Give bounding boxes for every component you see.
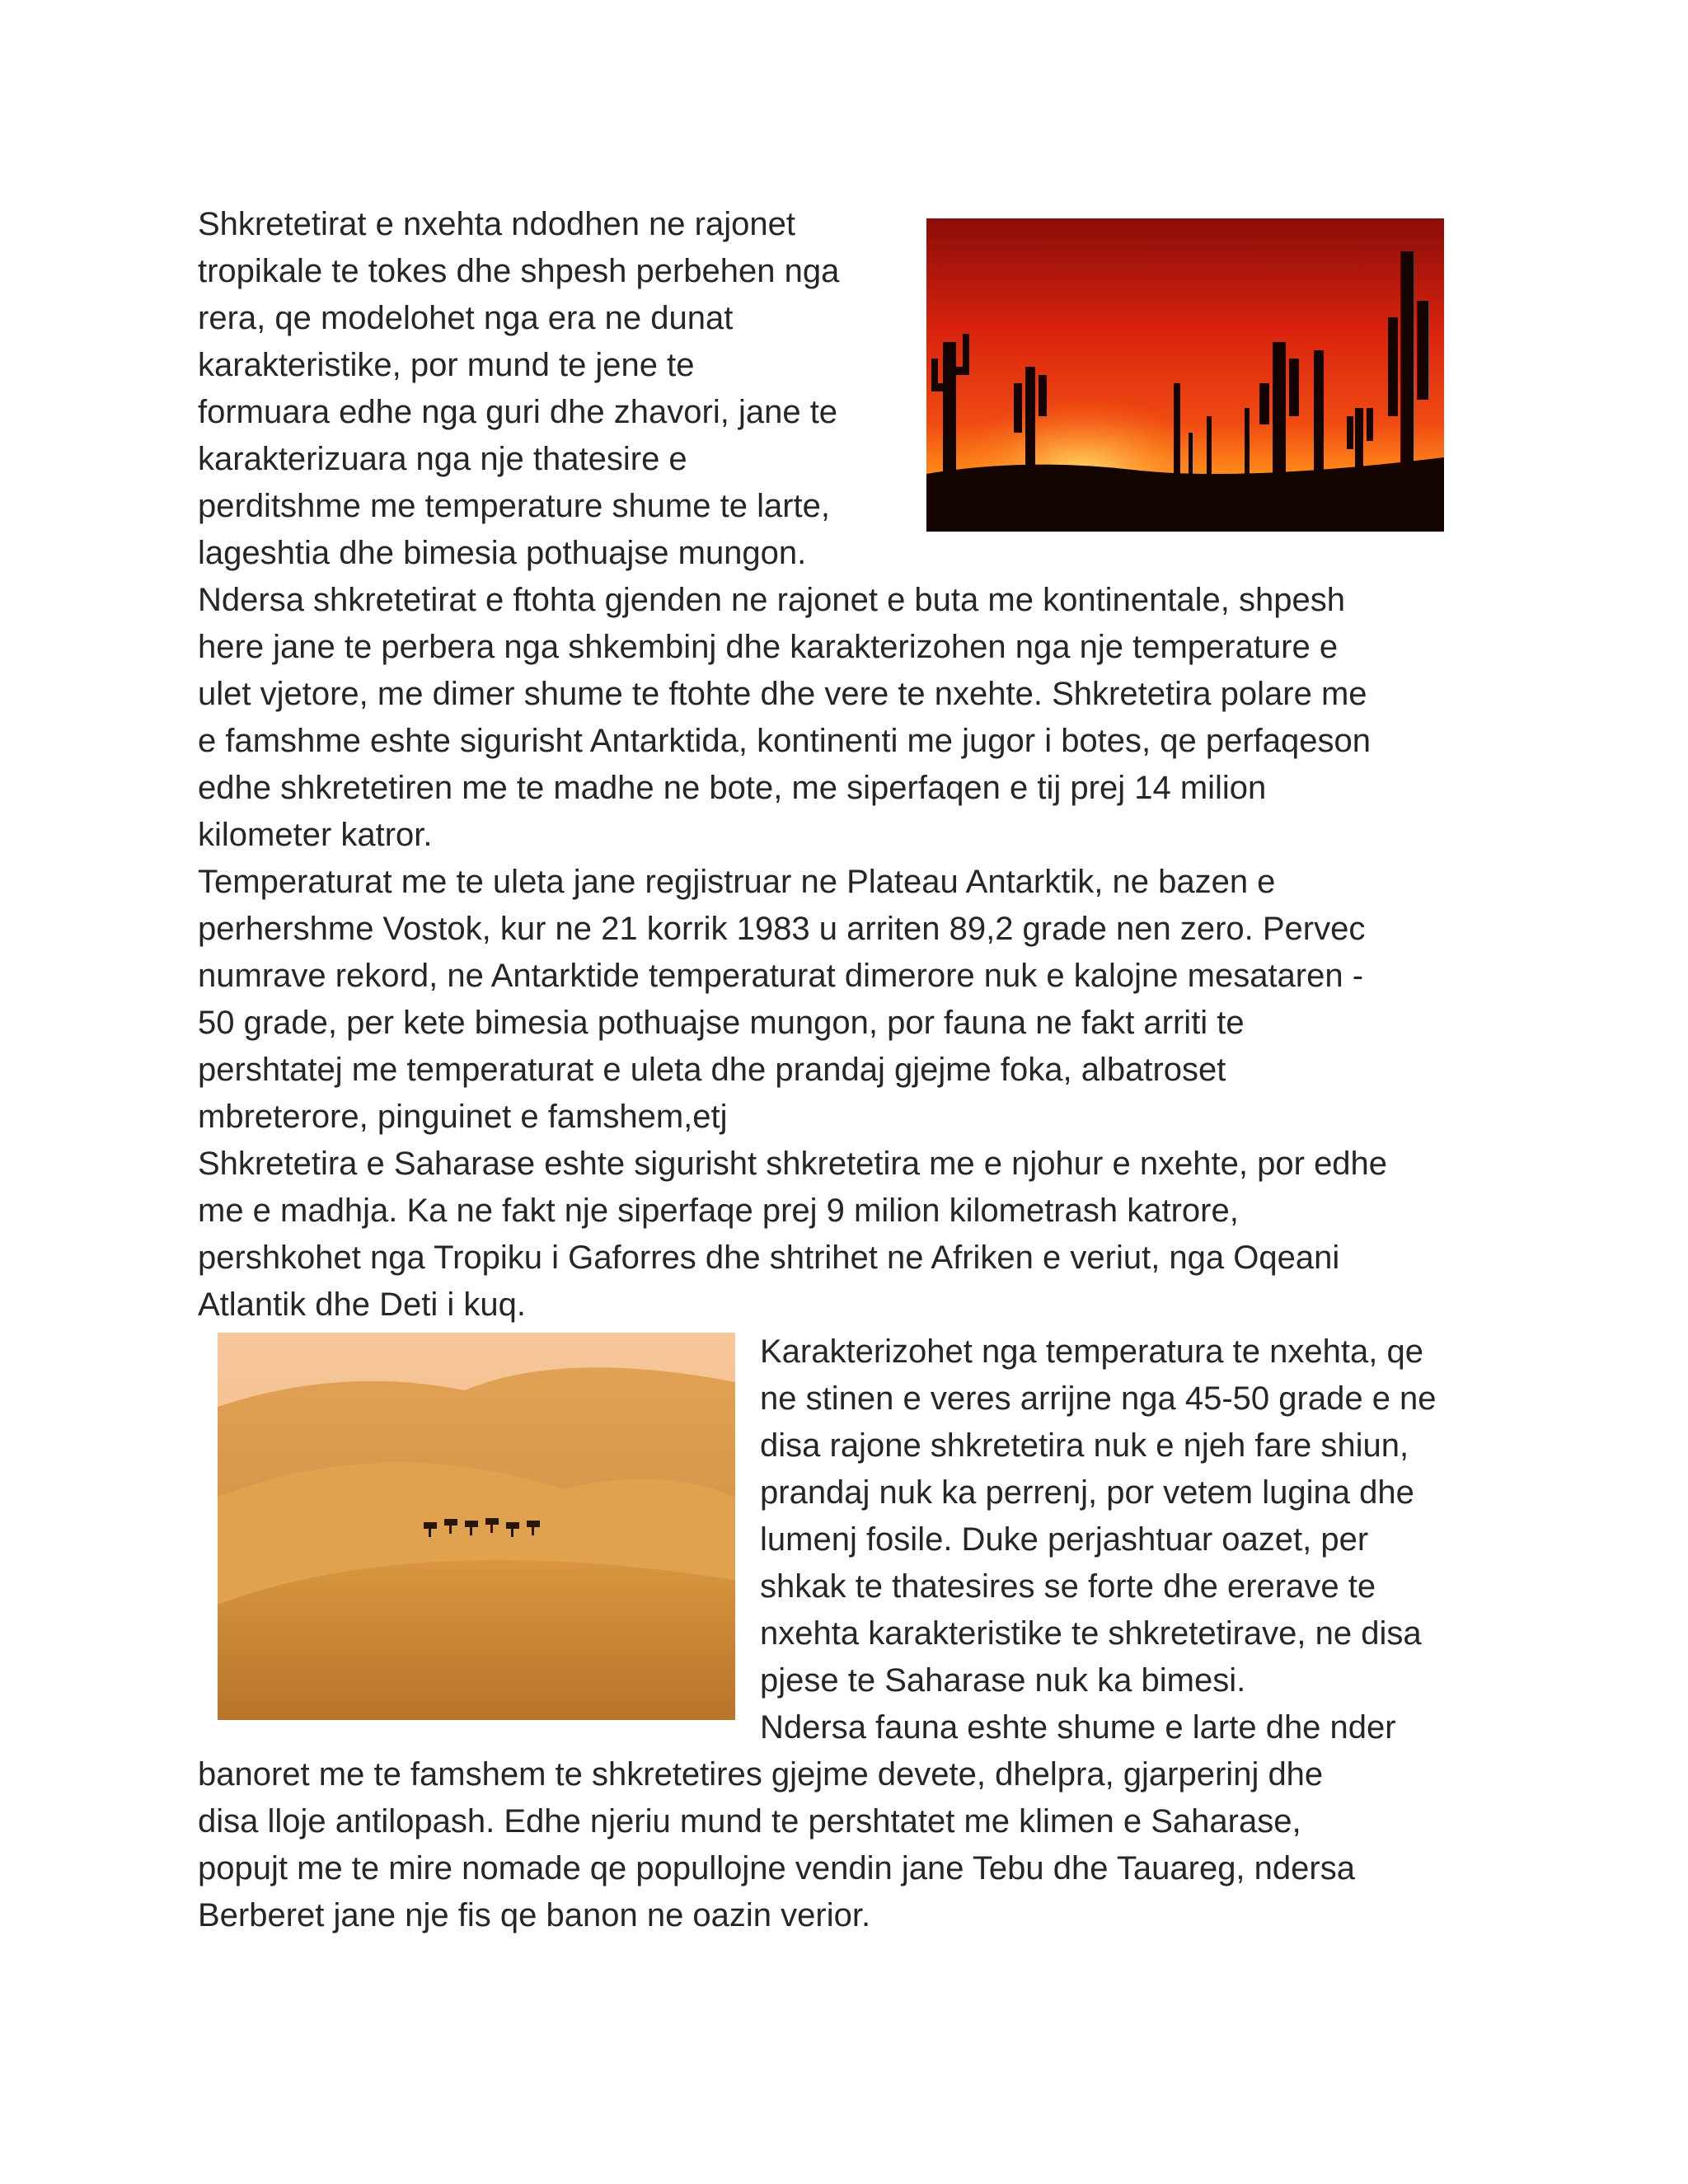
text-line: Berberet jane nje fis qe banon ne oazin verior. — [198, 1897, 871, 1933]
text-line: pershtatej me temperaturat e uleta dhe prandaj gjejme foka, albatroset — [198, 1052, 1226, 1088]
text-line: Ndersa fauna eshte shume e larte dhe nder — [760, 1709, 1396, 1746]
text-line: lumenj fosile. Duke perjashtuar oazet, per — [760, 1521, 1369, 1558]
text-line: karakteristike, por mund te jene te — [198, 347, 695, 383]
text-line: banoret me te famshem te shkretetires gjejme devete, dhelpra, gjarperinj dhe — [198, 1756, 1324, 1793]
text-line: Ndersa shkretetirat e ftohta gjenden ne rajonet e buta me kontinentale, shpesh — [198, 582, 1346, 618]
text-line: Temperaturat me te uleta jane regjistruar ne Plateau Antarktik, ne bazen e — [198, 864, 1276, 900]
text-line: 50 grade, per kete bimesia pothuajse mungon, por fauna ne fakt arriti te — [198, 1005, 1245, 1041]
text-line: formuara edhe nga guri dhe zhavori, jane te — [198, 394, 838, 430]
text-line: Shkretetirat e nxehta ndodhen ne rajonet — [198, 206, 795, 242]
text-line: popujt me te mire nomade qe popullojne vendin jane Tebu dhe Tauareg, ndersa — [198, 1850, 1355, 1886]
text-line: lageshtia dhe bimesia pothuajse mungon. — [198, 535, 807, 571]
text-line: disa lloje antilopash. Edhe njeriu mund te pershtatet me klimen e Saharase, — [198, 1803, 1301, 1840]
text-line: pjese te Saharase nuk ka bimesi. — [760, 1662, 1246, 1699]
text-line: Shkretetira e Saharase eshte sigurisht shkretetira me e njohur e nxehte, por edhe — [198, 1146, 1388, 1182]
text-line: me e madhja. Ka ne fakt nje siperfaqe prej 9 milion kilometrash katrore, — [198, 1193, 1239, 1229]
sahara-dunes-camel-caravan-photo — [218, 1333, 735, 1720]
text-line: e famshme eshte sigurisht Antarktida, kontinenti me jugor i botes, qe perfaqeson — [198, 723, 1372, 759]
text-line: Atlantik dhe Deti i kuq. — [198, 1286, 526, 1323]
text-line: ulet vjetore, me dimer shume te ftohte dhe vere te nxehte. Shkretetira polare me — [198, 676, 1367, 712]
text-line: shkak te thatesires se forte dhe ererave te — [760, 1568, 1376, 1605]
text-line: numrave rekord, ne Antarktide temperaturat dimerore nuk e kalojne mesataren - — [198, 958, 1364, 994]
text-line: here jane te perbera nga shkembinj dhe karakterizohen nga nje temperature e — [198, 629, 1339, 665]
text-line: disa rajone shkretetira nuk e njeh fare shiun, — [760, 1427, 1409, 1464]
text-line: tropikale te tokes dhe shpesh perbehen nga — [198, 253, 840, 289]
text-line: edhe shkretetiren me te madhe ne bote, me siperfaqen e tij prej 14 milion — [198, 770, 1267, 806]
text-line: kilometer katror. — [198, 817, 433, 853]
text-line: rera, qe modelohet nga era ne dunat — [198, 300, 734, 336]
text-line: nxehta karakteristike te shkretetirave, ne disa — [760, 1615, 1422, 1652]
text-line: mbreterore, pinguinet e famshem,etj — [198, 1099, 728, 1135]
cactus-sunset-photo — [926, 218, 1444, 532]
text-line: perditshme me temperature shume te larte, — [198, 488, 831, 524]
text-line: pershkohet nga Tropiku i Gaforres dhe shtrihet ne Afriken e veriut, nga Oqeani — [198, 1240, 1340, 1276]
text-line: karakterizuara nga nje thatesire e — [198, 441, 687, 477]
text-line: Karakterizohet nga temperatura te nxehta, qe — [760, 1333, 1423, 1370]
text-line: perhershme Vostok, kur ne 21 korrik 1983 u arriten 89,2 grade nen zero. Pervec — [198, 911, 1366, 947]
text-line: ne stinen e veres arrijne nga 45-50 grade e ne — [760, 1380, 1437, 1417]
text-line: prandaj nuk ka perrenj, por vetem lugina dhe — [760, 1474, 1414, 1511]
